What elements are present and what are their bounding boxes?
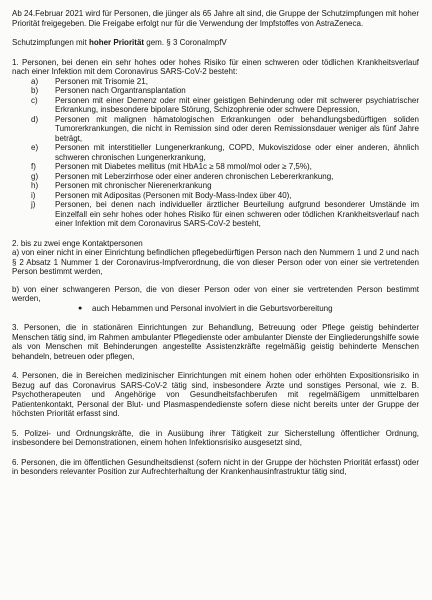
heading-suffix: gem. § 3 CoronaImpfV: [144, 38, 227, 47]
section-6: 6. Personen, die im öffentlichen Gesundheitsdienst (sofern nicht in der Gruppe der höchsten Priorität erfasst) oder in besonders relevanter Position zur Aufrechterhaltung der Krankenhausinfrastruktur tätig sind,: [12, 457, 419, 476]
heading-bold: hoher Priorität: [88, 38, 145, 47]
list-item: [12, 200, 419, 229]
bullet-icon: ●: [78, 304, 83, 312]
list-marker: c): [31, 95, 38, 105]
list-item: [12, 181, 419, 191]
section-4: 4. Personen, die in Bereichen medizinischer Einrichtungen mit einem hohen oder erhöhten Expositionsrisiko in Bezug auf das Coronavirus SARS-CoV-2 tätig sind, insbesondere Ärzte und sonstiges Personal, wie z. B. Psychotherapeuten und Angehörige von Gesundheitsfachberufen mit regelmäßigem unmittelbaren Patientenkontakt, Personal der Blut- und Plasmaspendedienste sofern diese nicht bereits unter der Gruppe der höchsten Priorität erfasst sind.: [12, 371, 419, 418]
list-marker: h): [31, 181, 39, 190]
heading-prefix: Schutzimpfungen mit: [12, 38, 89, 47]
section-1-lead: 1. Personen, bei denen ein sehr hohes oder hohes Risiko für einen schweren oder tödlichen Krankheitsverlauf nach einer Infektion mit dem Coronavirus SARS-CoV-2 besteht:: [12, 57, 419, 76]
list-marker: i): [31, 190, 36, 200]
list-item-text: Personen mit Diabetes mellitus (mit HbA1c ≥ 58 mmol/mol oder ≥ 7,5%),: [55, 162, 312, 171]
list-item: [12, 172, 419, 182]
list-item-text: Personen mit Leberzirrhose oder einer anderen chronischen Lebererkrankung,: [55, 171, 334, 181]
section-2-lead: 2. bis zu zwei enge Kontaktpersonen: [12, 238, 143, 248]
list-item-text: Personen mit Trisomie 21,: [55, 76, 148, 86]
priority-heading: [12, 38, 419, 48]
list-item-text: Personen mit interstitieller Lungenerkrankung, COPD, Mukoviszidose oder einer anderen, ähnlich schweren chronischen Lungenerkrankung,: [55, 143, 419, 162]
list-marker: b): [31, 86, 39, 95]
section-1-list: [12, 77, 419, 229]
list-marker: a): [31, 76, 39, 86]
list-item-text: Personen, bei denen nach individueller ärztlicher Beurteilung aufgrund besonderer Umstände im Einzelfall ein sehr hohes oder hohes Risiko für einen schweren oder tödlichen Krankheitsverlauf nach einer Infektion mit dem Coronavirus SARS-CoV-2 besteht,: [55, 200, 419, 228]
section-2-bullets: [12, 304, 419, 314]
list-marker: j): [31, 200, 36, 209]
list-marker: f): [31, 162, 36, 171]
list-marker: d): [31, 114, 39, 124]
list-item: [12, 143, 419, 162]
list-item-text: Personen mit Adipositas (Personen mit Body-Mass-Index über 40),: [55, 190, 292, 200]
list-item-text: Personen nach Organtransplantation: [55, 86, 186, 95]
bullet-item: [12, 304, 419, 314]
list-marker: g): [31, 171, 39, 181]
section-2-a: a) von einer nicht in einer Einrichtung befindlichen pflegebedürftigen Person nach den Nummern 1 und 2 und nach § 2 Absatz 1 Nummer 1 der Coronavirus-Impfverordnung, die von dieser Person oder von einer sie vertretenden Person bestimmt werden,: [12, 248, 419, 276]
list-item-text: Personen mit einer Demenz oder mit einer geistigen Behinderung oder mit schwerer psychiatrischer Erkrankung, insbesondere bipolare Störung, Schizophrenie oder schwere Depression,: [55, 95, 419, 114]
section-2-b: b) von einer schwangeren Person, die von dieser Person oder von einer sie vertretenden Person bestimmt werden,: [12, 284, 419, 303]
bullet-text: auch Hebammen und Personal involviert in die Geburtsvorbereitung: [92, 303, 333, 313]
list-item-text: Personen mit malignen hämatologischen Erkrankungen oder behandlungsbedürftigen soliden Tumorerkrankungen, die nicht in Remission sind oder deren Remissionsdauer weniger als fünf Jahre beträgt,: [55, 114, 419, 143]
section-3: 3. Personen, die in stationären Einrichtungen zur Behandlung, Betreuung oder Pflege geistig behinderter Menschen tätig sind, im Rahmen ambulanter Pflegedienste oder ambulanter Dienste der Eingliederungshilfe sowie als von Menschen mit Behinderungen angestellte Assistenzkräfte regelmäßig geistig behinderte Menschen behandeln, betreuen oder pflegen,: [12, 323, 419, 361]
list-item: [12, 96, 419, 115]
list-marker: e): [31, 143, 39, 152]
section-5: 5. Polizei- und Ordnungskräfte, die in Ausübung ihrer Tätigkeit zur Sicherstellung öffentlicher Ordnung, insbesondere bei Demonstrationen, einem hohen Infektionsrisiko ausgesetzt sind,: [12, 428, 419, 447]
list-item: [12, 115, 419, 144]
list-item: [12, 86, 419, 96]
list-item-text: Personen mit chronischer Nierenerkrankung: [55, 181, 212, 190]
list-item: [12, 77, 419, 87]
intro-paragraph: Ab 24.Februar 2021 wird für Personen, die jünger als 65 Jahre alt sind, die Gruppe der Schutzimpfungen mit hoher Priorität freigegeben. Die Freigabe erfolgt nur für die Verwendung der Impfstoffes von AstraZeneca.: [12, 9, 419, 28]
list-item: [12, 162, 419, 172]
list-item: [12, 191, 419, 201]
